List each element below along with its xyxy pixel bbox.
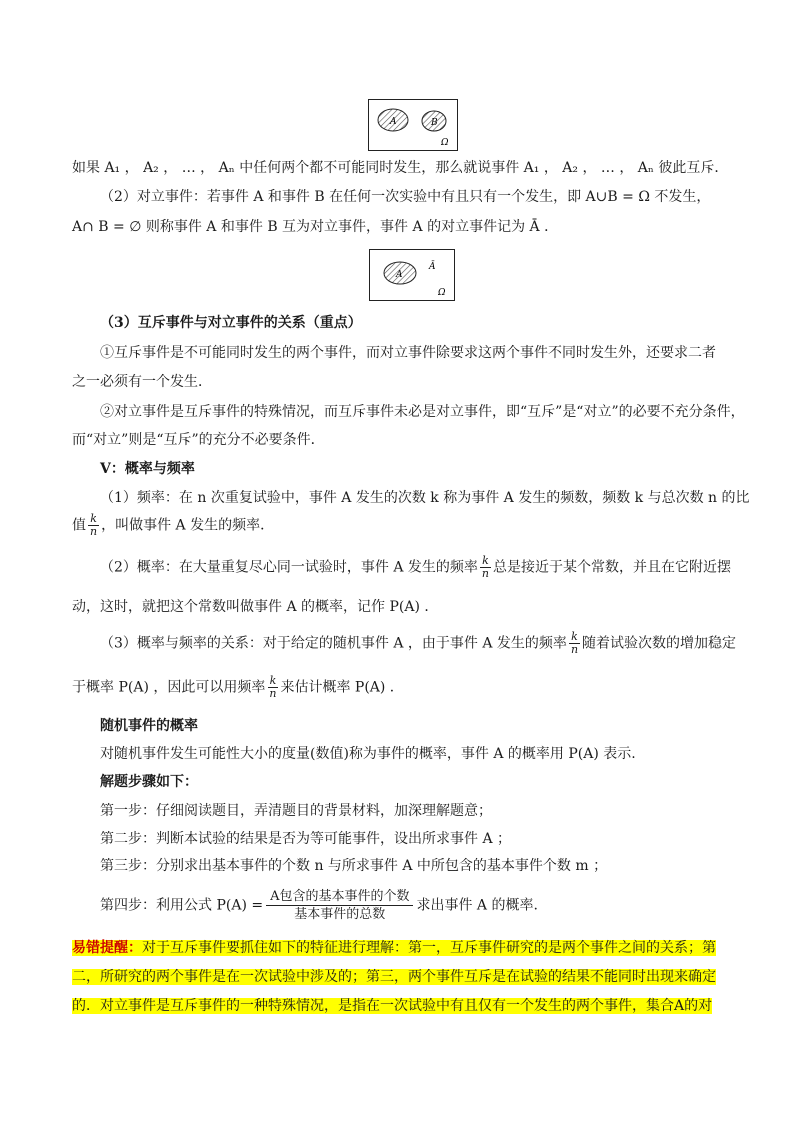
warning-label: 易错提醒：	[72, 940, 142, 956]
label-omega: Ω	[438, 288, 446, 298]
fraction-k-over-n: $\frac{k}{n}$	[90, 512, 98, 538]
text-line: （1）频率：在 n 次重复试验中，事件 A 发生的次数 k 称为事件 A 发生的频数，频数 k 与总次数 n 的比	[100, 490, 750, 506]
text-line: ①互斥事件是不可能同时发生的两个事件，而对立事件除要求这两个事件不同时发生外，还要求二者	[100, 345, 716, 361]
probability-formula-fraction: $\frac{\text{A包含的基本事件的个数}}{\text{基本事件的总数}}$	[266, 888, 413, 923]
section-heading: 随机事件的概率	[100, 718, 198, 734]
label-a: A	[390, 117, 397, 127]
text-line: 值 $\frac{k}{n}$ ，叫做事件 A 发生的频率．	[72, 512, 275, 538]
heading: Ⅴ：概率与频率	[100, 461, 195, 477]
warning-note: 易错提醒：对于互斥事件要抓住如下的特征进行理解：第一，互斥事件研究的是两个事件之间的关系；第 二，所研究的两个事件是在一次试验中涉及的；第三，两个事件互斥是在试验的结果不能同时出现来确定 的．对立事件是互斥事件的一种特殊情况，是指在一次试验中有且仅有一个发生的两个事件，集合A的对	[72, 940, 716, 1014]
text-line: （3）概率与频率的关系：对于给定的随机事件 A ，由于事件 A 发生的频率 $\frac{k}{n}$ 随着试验次数的增加稳定	[100, 630, 737, 656]
step-line: 第三步：分别求出基本事件的个数 n 与所求事件 A 中所包含的基本事件个数 m ；	[100, 858, 608, 874]
step-line: 第四步：利用公式 P(A) = $\frac{\text{A包含的基本事件的个数}}{\text{基本事件的总数}}$ 求出事件 A 的概率.	[100, 889, 538, 922]
text-line: 而“对立”则是“互斥”的充分不必要条件．	[72, 432, 325, 448]
text-line: （2）概率：在大量重复尽心同一试验时，事件 A 发生的频率 $\frac{k}{n}$ 总是接近于某个常数，并且在它附近摆	[100, 554, 732, 580]
label-omega: Ω	[441, 138, 449, 148]
fraction-k-over-n: $\frac{k}{n}$	[269, 674, 277, 700]
step-line: 第一步：仔细阅读题目，弄清题目的背景材料，加深理解题意；	[100, 803, 492, 819]
text-line: 对随机事件发生可能性大小的度量(数值)称为事件的概率，事件 A 的概率用 P(A) 表示.	[100, 746, 636, 762]
fraction-k-over-n: $\frac{k}{n}$	[570, 630, 579, 656]
text-line: 动，这时，就把这个常数叫做事件 A 的概率，记作 P(A) ．	[72, 599, 439, 615]
venn-complementary-figure	[369, 249, 455, 301]
text-line: A∩ B = ∅ 则称事件 A 和事件 B 互为对立事件，事件 A 的对立事件记为 Ā ．	[72, 219, 559, 235]
label-a-bar: Ā	[429, 262, 436, 272]
fraction-k-over-n: $\frac{k}{n}$	[481, 554, 490, 580]
label-a: A	[396, 270, 403, 280]
text-line: （2）对立事件：若事件 A 和事件 B 在任何一次实验中有且只有一个发生，即 A∪B = Ω 不发生，	[100, 189, 711, 205]
heading: （3）互斥事件与对立事件的关系（重点）	[100, 315, 362, 331]
text-line: 之一必须有一个发生．	[72, 374, 212, 390]
text-line: 如果 A₁ ， A₂ ， … ， Aₙ 中任何两个都不可能同时发生，那么就说事件 A₁ ， A₂ ， … ， Aₙ 彼此互斥．	[72, 160, 729, 176]
label-b: B	[431, 118, 438, 128]
venn-mutually-exclusive-figure	[368, 99, 458, 151]
text-line: 于概率 P(A) ，因此可以用频率 $\frac{k}{n}$ 来估计概率 P(A) ．	[72, 674, 404, 700]
text-line: ②对立事件是互斥事件的特殊情况，而互斥事件未必是对立事件，即“互斥”是“对立”的必要不充分条件，	[100, 404, 745, 420]
section-heading: 解题步骤如下：	[100, 774, 198, 790]
step-line: 第二步：判断本试验的结果是否为等可能事件，设出所求事件 A ；	[100, 831, 512, 847]
